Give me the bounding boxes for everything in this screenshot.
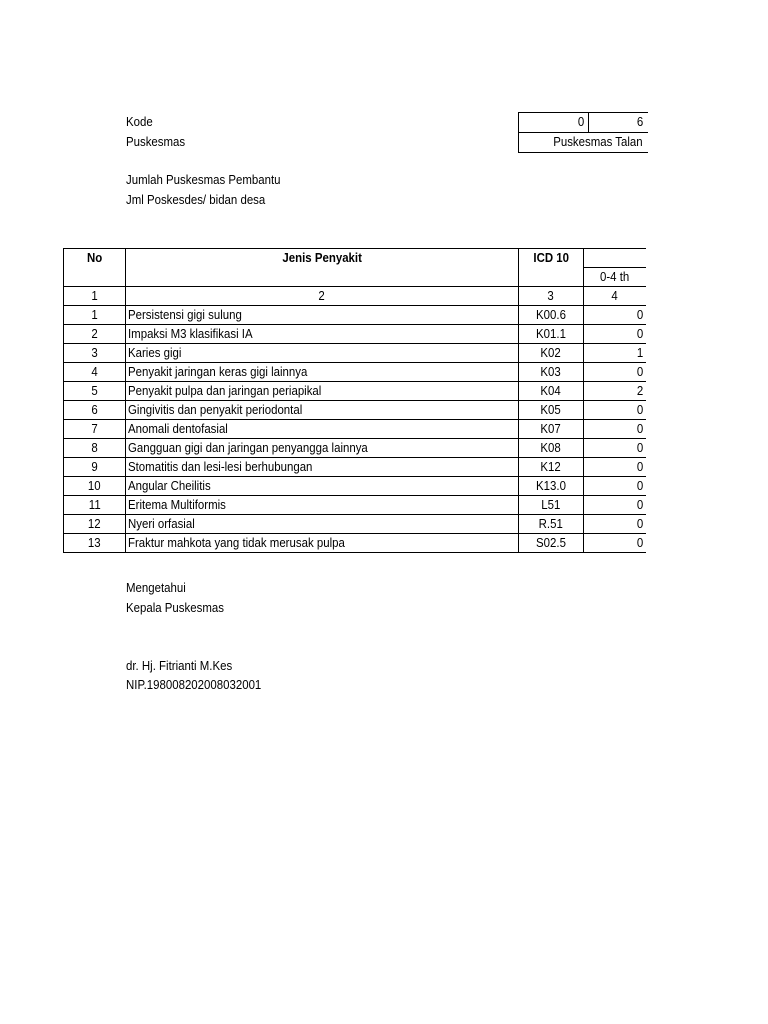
table-row: [64, 420, 646, 439]
row-number: 6: [64, 401, 126, 420]
puskesmas-label: Puskesmas: [126, 134, 186, 149]
case-count: 0: [584, 515, 646, 534]
header-no: No: [64, 249, 126, 268]
row-number: 12: [64, 515, 126, 534]
header-icd: ICD 10: [519, 249, 584, 268]
row-number: 3: [64, 344, 126, 363]
icd-code: K00.6: [519, 306, 584, 325]
jumlah-pustu-label: Jumlah Puskesmas Pembantu: [126, 172, 281, 187]
signatory-name: dr. Hj. Fitrianti M.Kes: [126, 658, 233, 673]
disease-name: Angular Cheilitis: [126, 477, 519, 496]
disease-name: Karies gigi: [126, 344, 519, 363]
table-row: [64, 344, 646, 363]
table-row: [64, 534, 646, 553]
row-number: 4: [64, 363, 126, 382]
table-row: [64, 477, 646, 496]
disease-name: Gangguan gigi dan jaringan penyangga lainnya: [126, 439, 519, 458]
table-row: [64, 515, 646, 534]
table-row: [64, 496, 646, 515]
kode-digit-1: 0: [577, 114, 584, 129]
row-number: 5: [64, 382, 126, 401]
row-number: 1: [64, 306, 126, 325]
disease-name: Eritema Multiformis: [126, 496, 519, 515]
table-row: [64, 439, 646, 458]
case-count: 0: [584, 363, 646, 382]
column-number-row: [64, 287, 646, 306]
kode-digit-2: 6: [636, 114, 643, 129]
icd-code: K03: [519, 363, 584, 382]
kode-label: Kode: [126, 114, 153, 129]
disease-name: Penyakit pulpa dan jaringan periapikal: [126, 382, 519, 401]
case-count: 0: [584, 420, 646, 439]
row-number: 9: [64, 458, 126, 477]
case-count: 0: [584, 306, 646, 325]
header-jenis-penyakit: Jenis Penyakit: [126, 249, 519, 268]
disease-name: Stomatitis dan lesi-lesi berhubungan: [126, 458, 519, 477]
icd-code: L51: [519, 496, 584, 515]
disease-name: Persistensi gigi sulung: [126, 306, 519, 325]
case-count: 0: [584, 496, 646, 515]
table-row: [64, 306, 646, 325]
table-row: [64, 401, 646, 420]
case-count: 0: [584, 477, 646, 496]
mengetahui-label: Mengetahui: [126, 580, 186, 595]
disease-table: [63, 248, 646, 553]
icd-code: R.51: [519, 515, 584, 534]
disease-name: Gingivitis dan penyakit periodontal: [126, 401, 519, 420]
col-number: 1: [64, 287, 126, 306]
header-empty: [584, 249, 646, 268]
table-row: [64, 382, 646, 401]
row-number: 8: [64, 439, 126, 458]
case-count: 1: [584, 344, 646, 363]
table-row: [64, 363, 646, 382]
table-header-row: [64, 249, 646, 268]
icd-code: K04: [519, 382, 584, 401]
icd-code: K13.0: [519, 477, 584, 496]
disease-name: Penyakit jaringan keras gigi lainnya: [126, 363, 519, 382]
case-count: 0: [584, 458, 646, 477]
signatory-nip: NIP.198008202008032001: [126, 677, 262, 692]
row-number: 11: [64, 496, 126, 515]
disease-name: Anomali dentofasial: [126, 420, 519, 439]
icd-code: K02: [519, 344, 584, 363]
row-number: 7: [64, 420, 126, 439]
row-number: 2: [64, 325, 126, 344]
col-number: 4: [584, 287, 646, 306]
case-count: 0: [584, 534, 646, 553]
icd-code: K07: [519, 420, 584, 439]
case-count: 2: [584, 382, 646, 401]
case-count: 0: [584, 439, 646, 458]
puskesmas-box: [518, 132, 648, 153]
disease-name: Fraktur mahkota yang tidak merusak pulpa: [126, 534, 519, 553]
kepala-puskesmas-label: Kepala Puskesmas: [126, 600, 224, 615]
icd-code: S02.5: [519, 534, 584, 553]
row-number: 10: [64, 477, 126, 496]
jml-poskesdes-label: Jml Poskesdes/ bidan desa: [126, 192, 266, 207]
icd-code: K05: [519, 401, 584, 420]
disease-name: Nyeri orfasial: [126, 515, 519, 534]
header-age-group: 0-4 th: [584, 268, 646, 287]
icd-code: K12: [519, 458, 584, 477]
table-subheader-row: [64, 268, 646, 287]
row-number: 13: [64, 534, 126, 553]
table-row: [64, 458, 646, 477]
puskesmas-value: Puskesmas Talan: [553, 134, 643, 149]
col-number: 2: [126, 287, 519, 306]
table-row: [64, 325, 646, 344]
kode-box: [518, 112, 648, 133]
icd-code: K08: [519, 439, 584, 458]
col-number: 3: [519, 287, 584, 306]
icd-code: K01.1: [519, 325, 584, 344]
case-count: 0: [584, 325, 646, 344]
case-count: 0: [584, 401, 646, 420]
disease-name: Impaksi M3 klasifikasi IA: [126, 325, 519, 344]
